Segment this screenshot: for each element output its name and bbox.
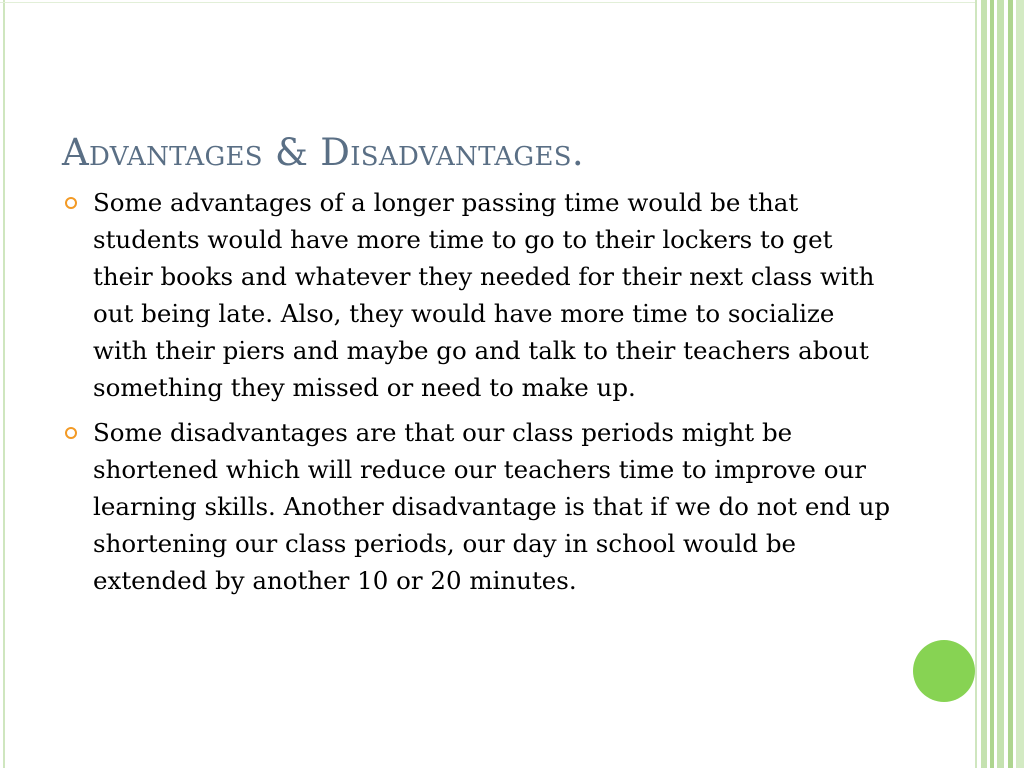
bullet-item-advantages [62,184,892,406]
decorative-stripe [981,0,987,768]
bullet-text: Some advantages of a longer passing time would be that students would have more time to go to their lockers to get their books and whatever they needed for their next class with out being late. Also, they would have more time to socialize with their piers and maybe go and talk to their teachers about something they missed or need to make up. [93,188,875,402]
bullet-item-disadvantages [62,414,892,599]
decorative-stripe [1016,0,1024,768]
circle-bullet-icon [65,427,77,439]
frame-line-right [975,0,977,768]
green-circle-decoration [913,640,975,702]
circle-bullet-icon [65,197,77,209]
frame-line-top [0,2,975,3]
frame-line-left [3,0,5,768]
bullet-text: Some disadvantages are that our class periods might be shortened which will reduce our teachers time to improve our learning skills. Another disadvantage is that if we do not end up shortening our class periods, our day in school would be extended by another 10 or 20 minutes. [93,418,891,595]
slide-title: Advantages & Disadvantages. [62,130,584,174]
bullet-list [62,184,892,607]
decorative-stripe [1008,0,1013,768]
decorative-stripe [990,0,994,768]
decorative-stripe [997,0,1004,768]
